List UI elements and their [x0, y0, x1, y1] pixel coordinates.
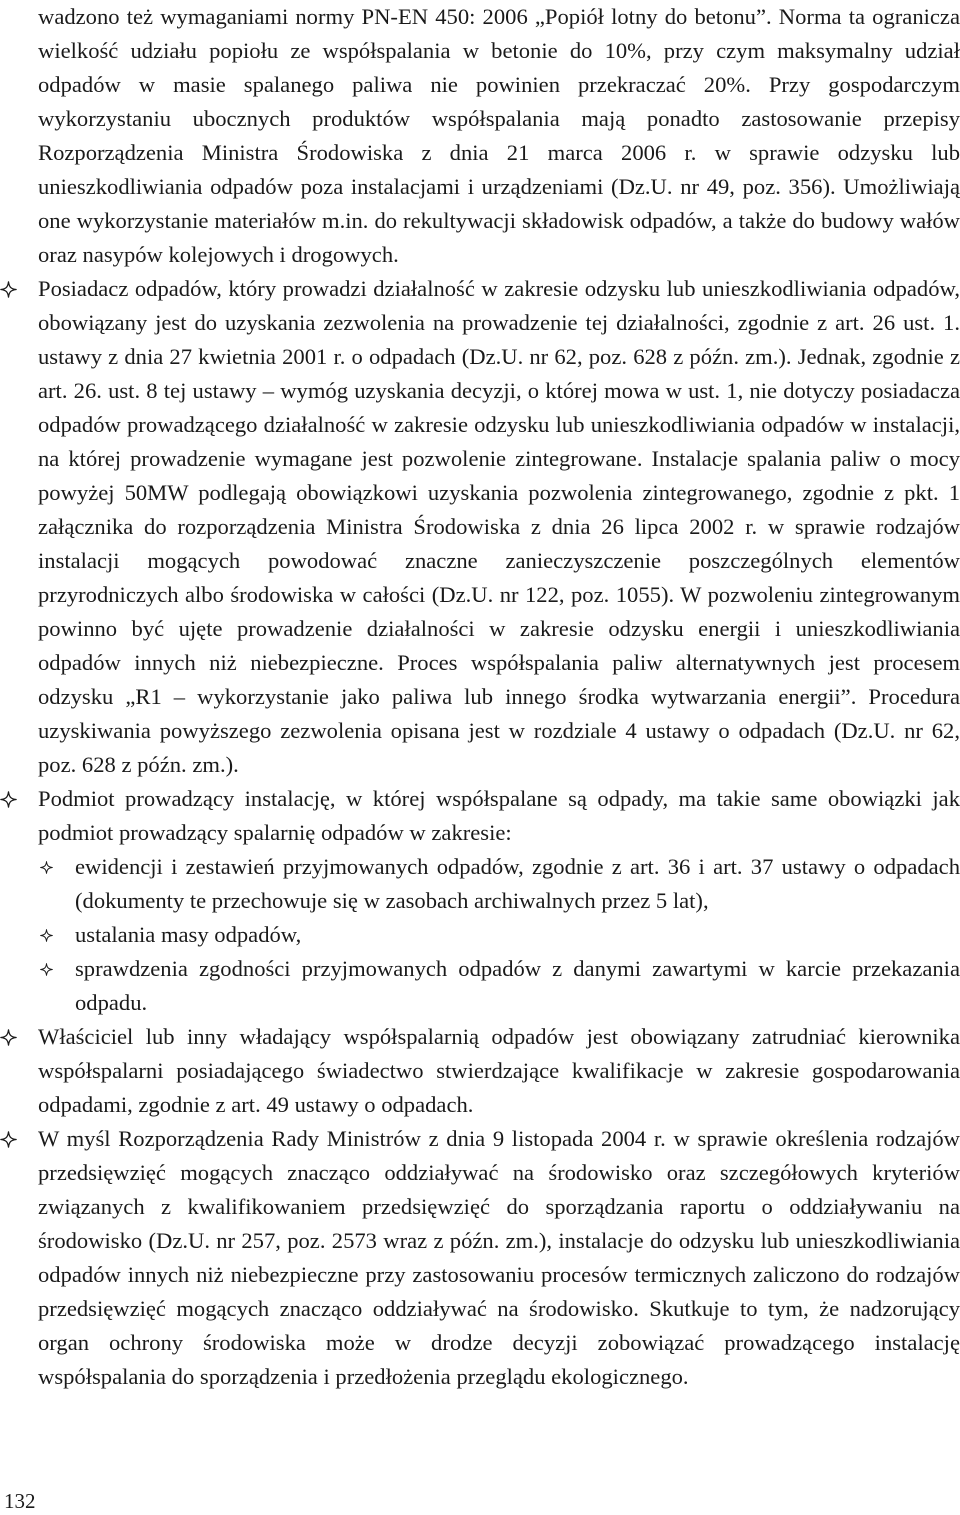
intro-paragraph: wadzono też wymaganiami normy PN-EN 450: 2006 „Popiół lotny do betonu”. Norma ta ogranicza wielkość udziału popiołu ze współspalania w betonie do 10%, przy czym maksymalny udział odpadów w masie spalanego paliwa nie powinien przekraczać 20%. Przy gospodarczym wykorzystaniu ubocznych produktów współspalania mają ponadto zastosowanie przepisy Rozporządzenia Ministra Środowiska z dnia 21 marca 2006 r. w sprawie odzysku lub unieszkodliwiania odpadów poza instalacjami i urządzeniami (Dz.U. nr 49, poz. 356). Umożliwiają one wykorzystanie materiałów m.in. do rekultywacji składowisk odpadów, a także do budowy wałów oraz nasypów kolejowych i drogowych. — [38, 4, 960, 267]
bullet-text: W myśl Rozporządzenia Rady Ministrów z dnia 9 listopada 2004 r. w sprawie określenia rodzajów przedsięwzięć mogących znacząco oddziaływać na środowisko oraz szczegółowych kryteriów związanych z kwalifikowaniem przedsięwzięć do sporządzania raportu o oddziaływaniu na środowisko (Dz.U. nr 257, poz. 2573 wraz z późn. zm.), instalacje do odzysku lub unieszkodliwiania odpadów innych niż niebezpieczne przy zastosowaniu procesów termicznych zaliczono do rodzajów przedsięwzięć mogących znacząco oddziaływać na środowisko. Skutkuje to tym, że nadzorujący organ ochrony środowiska może w drodze decyzji zobowiązać prowadzącego instalację współspalania do sporządzenia i przedłożenia przeglądu ekologicznego. — [38, 1126, 960, 1389]
bullet-text: Podmiot prowadzący instalację, w której współspalane są odpady, ma takie same obowiązki jak podmiot prowadzący spalarnię odpadów w zakresie: — [38, 786, 960, 845]
sublist-item-text: sprawdzenia zgodności przyjmowanych odpadów z danymi zawartymi w karcie przekazania odpadu. — [75, 956, 960, 1015]
four-point-star-bullet-icon — [0, 281, 17, 298]
sublist-item — [38, 952, 960, 1020]
four-point-star-bullet-icon — [0, 1029, 17, 1046]
bullet-paragraph-manager — [38, 1020, 960, 1122]
small-four-point-star-bullet-icon — [40, 929, 53, 942]
sublist-item — [38, 918, 960, 952]
page-number: 132 — [4, 1489, 36, 1513]
obligations-sublist — [38, 850, 960, 1020]
sublist-item-text: ustalania masy odpadów, — [75, 922, 302, 947]
sublist-item-text: ewidencji i zestawień przyjmowanych odpadów, zgodnie z art. 36 i art. 37 ustawy o odpadach (dokumenty te przechowuje się w zasobach archiwalnych przez 5 lat), — [75, 854, 960, 913]
bullet-paragraph-obligations — [38, 782, 960, 1020]
bullet-paragraph-regulation — [38, 1122, 960, 1394]
four-point-star-bullet-icon — [0, 1131, 17, 1148]
small-four-point-star-bullet-icon — [40, 963, 53, 976]
bullet-text: Właściciel lub inny władający współspalarnią odpadów jest obowiązany zatrudniać kierownika współspalarni posiadającego świadectwo stwierdzające kwalifikacje w zakresie gospodarowania odpadami, zgodnie z art. 49 ustawy o odpadach. — [38, 1024, 960, 1117]
bullet-text: Posiadacz odpadów, który prowadzi działalność w zakresie odzysku lub unieszkodliwiania odpadów, obowiązany jest do uzyskania zezwolenia na prowadzenie tej działalności, zgodnie z art. 26 ust. 1. ustawy z dnia 27 kwietnia 2001 r. o odpadach (Dz.U. nr 62, poz. 628 z późn. zm.). Jednak, zgodnie z art. 26. ust. 8 tej ustawy – wymóg uzyskania decyzji, o której mowa w ust. 1, nie dotyczy posiadacza odpadów prowadzącego działalność w zakresie odzysku lub unieszkodliwiania odpadów w instalacji, na której prowadzenie wymagane jest pozwolenie zintegrowane. Instalacje spalania paliw o mocy powyżej 50MW podlegają obowiązkowi uzyskania pozwolenia zintegrowanego, zgodnie z pkt. 1 załącznika do rozporządzenia Ministra Środowiska z dnia 26 lipca 2002 r. w sprawie rodzajów instalacji mogących powodować znaczne zanieczyszczenie poszczególnych elementów przyrodniczych albo środowiska w całości (Dz.U. nr 122, poz. 1055). W pozwoleniu zintegrowanym powinno być ujęte prowadzenie działalności w zakresie odzysku energii i unieszkodliwiania odpadów innych niż niebezpieczne. Proces współspalania paliw alternatywnych jest procesem odzysku „R1 – wykorzystanie jako paliwa lub innego środka wytwarzania energii”. Procedura uzyskiwania powyższego zezwolenia opisana jest w rozdziale 4 ustawy o odpadach (Dz.U. nr 62, poz. 628 z późn. zm.). — [38, 276, 960, 777]
sublist-item — [38, 850, 960, 918]
bullet-paragraph-permit — [38, 272, 960, 782]
document-body — [38, 0, 960, 1394]
small-four-point-star-bullet-icon — [40, 861, 53, 874]
four-point-star-bullet-icon — [0, 791, 17, 808]
